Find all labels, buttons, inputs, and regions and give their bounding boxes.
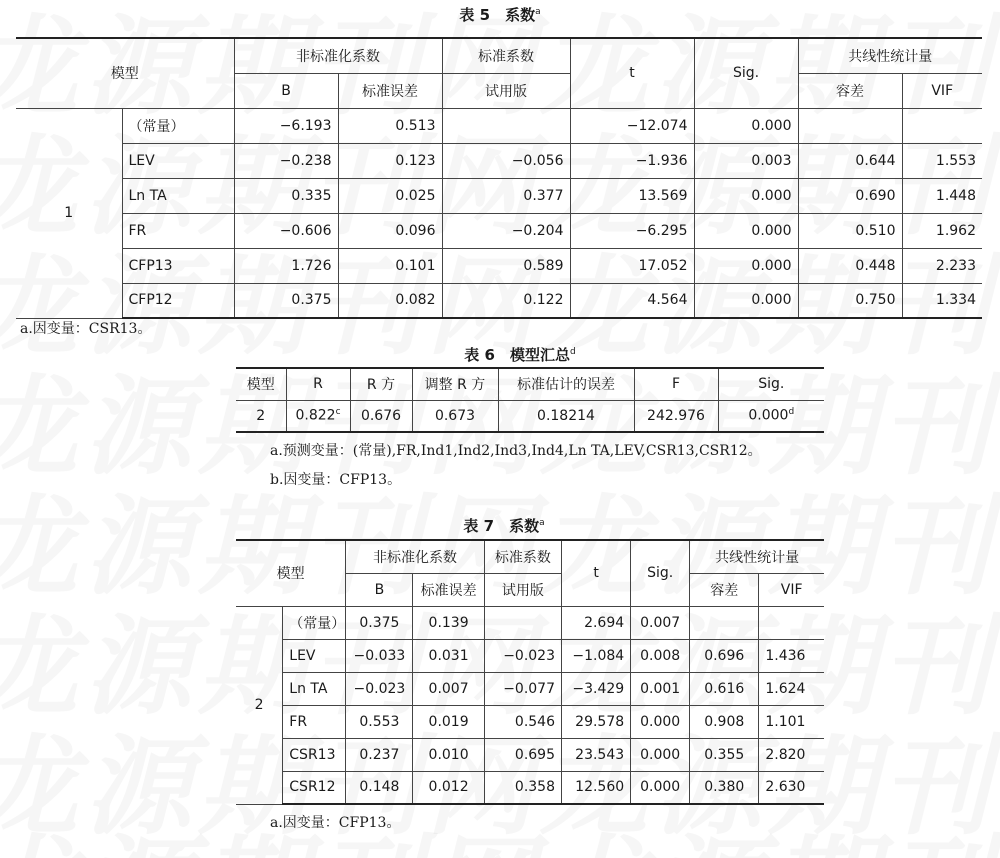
cell-se: 0.123 — [338, 143, 442, 178]
table7-caption — [404, 515, 604, 537]
cell-sig: 0.000 — [694, 178, 798, 213]
cell-se: 0.012 — [413, 771, 484, 804]
cell-tol: 0.355 — [690, 738, 759, 771]
cell-sig: 0.000 — [694, 213, 798, 248]
table7 — [236, 539, 824, 805]
cell-sig: 0.000 — [631, 771, 690, 804]
cell-sig-value: 0.000 — [748, 408, 789, 425]
cell-beta: 0.122 — [442, 283, 570, 318]
table6-header: 调整 R 方 — [412, 368, 498, 400]
row-label: CSR12 — [283, 771, 346, 804]
table7-header-b: B — [346, 573, 413, 606]
table5-header-b: B — [234, 73, 338, 108]
cell-b: 0.148 — [346, 771, 413, 804]
cell-r2: 0.676 — [350, 400, 412, 432]
row-label: （常量） — [122, 108, 234, 143]
table6-header: 标准估计的误差 — [498, 368, 634, 400]
cell-b: 0.375 — [234, 283, 338, 318]
table7-header-unstd: 非标准化系数 — [346, 540, 484, 573]
table5-header-t: t — [570, 38, 694, 108]
table5-caption — [380, 4, 620, 26]
cell-b: 1.726 — [234, 248, 338, 283]
cell-sig-sup: d — [788, 407, 795, 418]
cell-t: 17.052 — [570, 248, 694, 283]
table-row — [16, 178, 982, 213]
cell-beta: 0.546 — [484, 705, 561, 738]
table5-header-vif: VIF — [902, 73, 982, 108]
row-label: Ln TA — [283, 672, 346, 705]
table7-header-sig: Sig. — [631, 540, 690, 606]
cell-vif: 2.630 — [759, 771, 824, 804]
cell-beta — [484, 606, 561, 639]
cell-tol — [690, 606, 759, 639]
cell-tol: 0.690 — [798, 178, 902, 213]
cell-se: 0.031 — [413, 639, 484, 672]
cell-se: 0.019 — [413, 705, 484, 738]
table-row — [236, 672, 824, 705]
cell-b: −0.238 — [234, 143, 338, 178]
table7-header-collin: 共线性统计量 — [690, 540, 824, 573]
table7-caption-sup: a — [539, 518, 545, 528]
cell-sig: 0.008 — [631, 639, 690, 672]
table5-note: a.因变量：CSR13。 — [20, 321, 152, 337]
row-label: CFP13 — [122, 248, 234, 283]
cell-tol: 0.616 — [690, 672, 759, 705]
cell-b: −0.606 — [234, 213, 338, 248]
cell-sig: 0.001 — [631, 672, 690, 705]
cell-t: −1.084 — [562, 639, 631, 672]
cell-se: 0.139 — [413, 606, 484, 639]
table-row — [16, 248, 982, 283]
table-row — [236, 771, 824, 804]
cell-beta: 0.695 — [484, 738, 561, 771]
cell-sig: 0.000 — [631, 738, 690, 771]
cell-tol: 0.908 — [690, 705, 759, 738]
cell-sig: 0.000 — [631, 705, 690, 738]
table6-header: R — [286, 368, 350, 400]
table5-header-unstd: 非标准化系数 — [234, 38, 442, 73]
table6-header: F — [634, 368, 718, 400]
cell-f: 242.976 — [634, 400, 718, 432]
table-row — [16, 213, 982, 248]
cell-b: 0.553 — [346, 705, 413, 738]
row-label: CFP12 — [122, 283, 234, 318]
cell-t: −3.429 — [562, 672, 631, 705]
cell-beta: 0.358 — [484, 771, 561, 804]
cell-beta: 0.377 — [442, 178, 570, 213]
table6-header: R 方 — [350, 368, 412, 400]
table-row — [236, 606, 824, 639]
table5-group-label: 1 — [16, 108, 122, 318]
cell-vif: 1.624 — [759, 672, 824, 705]
cell-tol: 0.696 — [690, 639, 759, 672]
cell-se: 0.007 — [413, 672, 484, 705]
cell-t: −1.936 — [570, 143, 694, 178]
table6 — [236, 367, 824, 433]
cell-se-est: 0.18214 — [498, 400, 634, 432]
cell-tol: 0.644 — [798, 143, 902, 178]
cell-tol: 0.448 — [798, 248, 902, 283]
table7-header-t: t — [562, 540, 631, 606]
cell-tol: 0.380 — [690, 771, 759, 804]
table7-header-trial: 试用版 — [484, 573, 561, 606]
table6-header: 模型 — [236, 368, 286, 400]
table6-caption — [400, 344, 640, 366]
table5 — [16, 37, 982, 319]
table7-header-tol: 容差 — [690, 573, 759, 606]
cell-t: 23.543 — [562, 738, 631, 771]
table5-header-se: 标准误差 — [338, 73, 442, 108]
cell-b: −0.033 — [346, 639, 413, 672]
table7-header-model: 模型 — [236, 540, 346, 606]
cell-vif: 1.553 — [902, 143, 982, 178]
table5-header-trial: 试用版 — [442, 73, 570, 108]
cell-b: −6.193 — [234, 108, 338, 143]
row-label: CSR13 — [283, 738, 346, 771]
cell-b: 0.335 — [234, 178, 338, 213]
cell-r — [286, 400, 350, 432]
cell-vif: 2.820 — [759, 738, 824, 771]
cell-sig — [718, 400, 824, 432]
cell-t: −6.295 — [570, 213, 694, 248]
cell-beta: −0.023 — [484, 639, 561, 672]
cell-sig: 0.000 — [694, 248, 798, 283]
row-label: LEV — [283, 639, 346, 672]
cell-se: 0.010 — [413, 738, 484, 771]
table6-caption-text: 表 6 模型汇总 — [464, 346, 570, 364]
cell-vif: 1.962 — [902, 213, 982, 248]
cell-se: 0.096 — [338, 213, 442, 248]
cell-sig: 0.000 — [694, 108, 798, 143]
table7-caption-text: 表 7 系数 — [463, 517, 540, 535]
cell-beta: −0.204 — [442, 213, 570, 248]
table-row — [16, 108, 982, 143]
cell-vif — [759, 606, 824, 639]
cell-t: 4.564 — [570, 283, 694, 318]
cell-se: 0.025 — [338, 178, 442, 213]
table6-note-a: a.预测变量：(常量),FR,Ind1,Ind2,Ind3,Ind4,Ln TA,LEV,CSR13,CSR12。 — [270, 443, 762, 459]
cell-se: 0.101 — [338, 248, 442, 283]
table7-group-label: 2 — [236, 606, 283, 804]
table-row — [16, 283, 982, 318]
cell-beta — [442, 108, 570, 143]
table6-caption-sup: d — [569, 347, 576, 357]
table-row — [236, 738, 824, 771]
cell-vif: 1.334 — [902, 283, 982, 318]
cell-sig: 0.007 — [631, 606, 690, 639]
table6-header: Sig. — [718, 368, 824, 400]
cell-adj-r2: 0.673 — [412, 400, 498, 432]
cell-b: 0.375 — [346, 606, 413, 639]
table5-header-collin: 共线性统计量 — [798, 38, 982, 73]
cell-beta: −0.077 — [484, 672, 561, 705]
table5-header-sig: Sig. — [694, 38, 798, 108]
cell-r-value: 0.822 — [295, 408, 336, 425]
table5-header-model: 模型 — [16, 38, 234, 108]
table-row — [236, 705, 824, 738]
table-row — [236, 639, 824, 672]
cell-sig: 0.003 — [694, 143, 798, 178]
cell-tol: 0.750 — [798, 283, 902, 318]
cell-beta: −0.056 — [442, 143, 570, 178]
cell-b: −0.023 — [346, 672, 413, 705]
cell-sig: 0.000 — [694, 283, 798, 318]
cell-se: 0.513 — [338, 108, 442, 143]
cell-vif: 1.436 — [759, 639, 824, 672]
table5-caption-sup: a — [535, 7, 541, 17]
table5-caption-text: 表 5 系数 — [459, 6, 536, 24]
cell-model: 2 — [236, 400, 286, 432]
row-label: LEV — [122, 143, 234, 178]
cell-beta: 0.589 — [442, 248, 570, 283]
row-label: Ln TA — [122, 178, 234, 213]
row-label: FR — [122, 213, 234, 248]
cell-tol: 0.510 — [798, 213, 902, 248]
table7-header-se: 标准误差 — [413, 573, 484, 606]
table-row — [16, 143, 982, 178]
table7-note: a.因变量：CFP13。 — [270, 815, 401, 831]
cell-vif: 1.448 — [902, 178, 982, 213]
cell-b: 0.237 — [346, 738, 413, 771]
table7-header-vif: VIF — [759, 573, 824, 606]
cell-t: 29.578 — [562, 705, 631, 738]
cell-t: 13.569 — [570, 178, 694, 213]
cell-vif: 2.233 — [902, 248, 982, 283]
table5-header-tol: 容差 — [798, 73, 902, 108]
cell-vif — [902, 108, 982, 143]
table5-header-std: 标准系数 — [442, 38, 570, 73]
cell-vif: 1.101 — [759, 705, 824, 738]
row-label: （常量） — [283, 606, 346, 639]
cell-se: 0.082 — [338, 283, 442, 318]
table6-note-b: b.因变量：CFP13。 — [270, 472, 402, 488]
table-row — [236, 400, 824, 432]
cell-t: 2.694 — [562, 606, 631, 639]
cell-t: −12.074 — [570, 108, 694, 143]
cell-tol — [798, 108, 902, 143]
row-label: FR — [283, 705, 346, 738]
watermark-text — [0, 800, 1000, 858]
cell-t: 12.560 — [562, 771, 631, 804]
table7-header-std: 标准系数 — [484, 540, 561, 573]
cell-r-sup: c — [335, 407, 341, 418]
